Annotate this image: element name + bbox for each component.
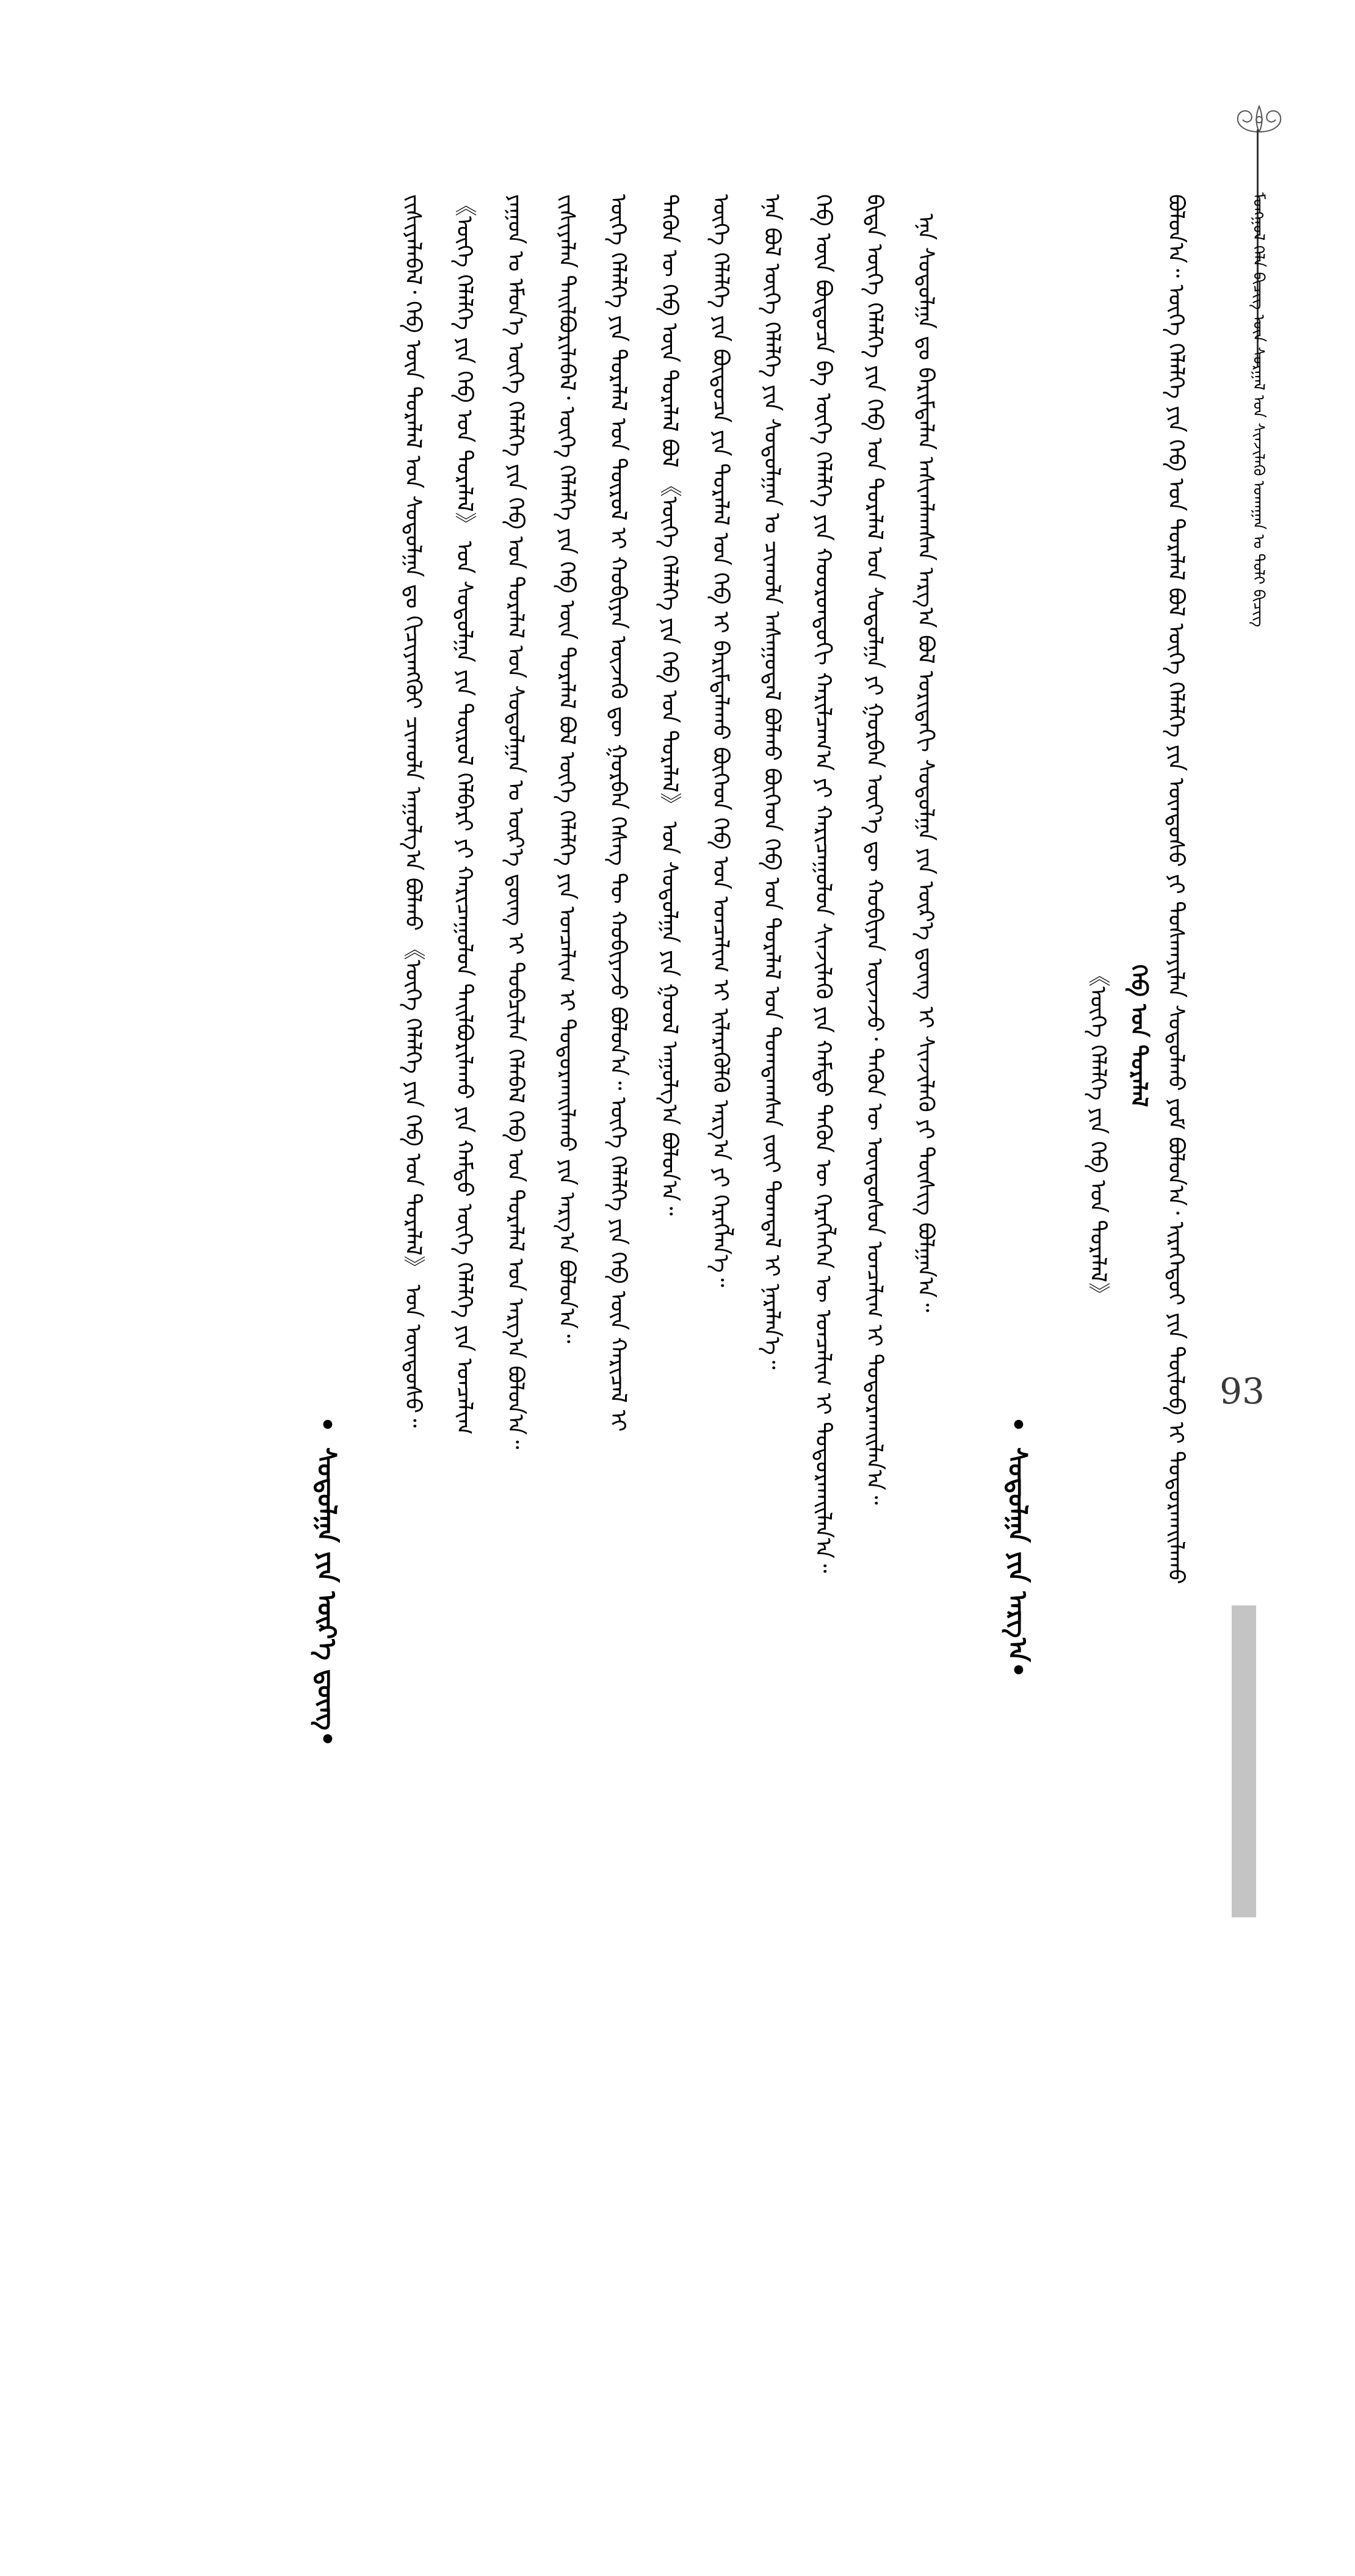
text-line: 《ᠦᠭᠡ ᠬᠡᠯᠡᠯᠭᠡ ᠶᠢᠨ ᠬᠡᠪ ᠤᠨ ᠳᠤᠷᠠᠯᠠᠯ》 bbox=[1085, 964, 1110, 1304]
bullet-dot: • bbox=[312, 1416, 342, 1433]
page-number: 93 bbox=[1220, 1370, 1265, 1412]
running-header: ᠮᠣᠩᠭᠣᠯ ᠬᠡᠯᠡ ᠪᠢᠴᠢᠭ ᠦᠨ ᠰᠤᠷᠭᠠᠯ ᠤᠨ ᠰᠢᠨᠵᠢᠯᠡᠬᠦ ᠤᠬᠠᠭᠠᠨ ᠤ ᠲᠣᠯᠢ ᠪᠢᠴᠢᠭ bbox=[1250, 192, 1268, 628]
text-line: ᠦᠭᠡ ᠬᠡᠯᠡᠯᠭᠡ ᠶᠢᠨ ᠪᠦᠲᠦᠴᠡ ᠶᠢᠨ ᠳᠤᠷᠠᠯᠠᠯ ᠤᠨ ᠬᠡᠪ ᠢ ᠪᠠᠷᠢᠮᠲᠠᠯᠠᠬᠤ ᠪᠥᠭᠡᠳ ᠬᠡᠪ ᠤᠨ ᠣᠨᠴᠠᠯᠢᠭ ᠢ ᠢᠯᠡᠷᠡᠭᠦᠯᠬᠦ ᠠᠷᠭ᠎ᠠ ᠶᠢ ᠬᠡᠷᠡᠭᠯᠡᠨ᠎ᠡ᠃ bbox=[708, 194, 733, 1287]
text-line: ᠡᠨᠡ ᠰᠤᠳᠤᠯᠭᠠ ᠳᠤ ᠪᠠᠷᠢᠮᠲᠠᠯᠠᠨ ᠠᠰᠢᠭᠯᠠᠭᠰᠠᠨ ᠠᠷᠭ᠎ᠠ ᠪᠣᠯ ᠤᠷᠢᠳᠠᠬᠢ ᠰᠤᠳᠤᠯᠭᠠ ᠶᠢᠨ ᠦᠷ᠎ᠡ ᠳ᠋ᠦᠩ ᠢ ᠰᠢᠨᠵᠢᠯᠡᠬᠦ ᠶᠢ ᠲᠦᠰᠢᠭ ᠪᠣᠯᠭᠠᠨ᠎ᠠ᠃ bbox=[913, 214, 938, 1312]
bullet-dot: • bbox=[312, 1730, 342, 1747]
text-line: ᠶᠠᠭᠤᠨ ᠤ ᠡᠮᠦᠨ᠎ᠡ ᠦᠭᠡ ᠬᠡᠯᠡᠯᠭᠡ ᠶᠢᠨ ᠬᠡᠪ ᠤᠨ ᠳᠤᠷᠠᠯᠠᠯ ᠤᠨ ᠰᠤᠳᠤᠯᠭᠠᠨ ᠤ ᠦᠷ᠎ᠡ ᠳ᠋ᠦᠩ ᠢ ᠲᠣᠪᠴᠢᠯᠠᠨ ᠬᠡᠯᠡᠪᠡᠯ ᠬᠡᠪ ᠤᠨ ᠳᠤᠷᠠᠯᠠᠯ ᠤᠨ ᠠᠷᠭ᠎ᠠ ᠪᠣᠯᠤᠨ᠎ᠠ᠃ bbox=[503, 194, 528, 1450]
section-heading bbox=[305, 1416, 348, 1761]
text-line: ᠵᠢᠱᠢᠶᠡᠯᠡᠨ ᠲᠠᠢᠯᠪᠤᠷᠢᠯᠠᠪᠠᠯ᠂ ᠦᠭᠡ ᠬᠡᠯᠡᠯᠭᠡ ᠶᠢᠨ ᠬᠡᠪ ᠦᠨ ᠳᠤᠷᠠᠯᠠᠯ ᠪᠣᠯ ᠦᠭᠡ ᠬᠡᠯᠡᠯᠭᠡ ᠶᠢᠨ ᠣᠨᠴᠠᠯᠢᠭ ᠢ ᠲᠣᠳᠣᠷᠬᠠᠢᠯᠠᠬᠤ ᠶᠢᠨ ᠠᠷᠭ᠎ᠠ ᠪᠣᠯᠤᠨ᠎ᠠ᠃ bbox=[554, 194, 579, 1344]
page-edge-bar bbox=[1232, 1605, 1256, 1917]
text-line: ᠡᠨᠡ ᠪᠣᠯ ᠦᠭᠡ ᠬᠡᠯᠡᠯᠭᠡ ᠶᠢᠨ ᠰᠤᠳᠤᠯᠭᠠᠨ ᠤ ᠴᠢᠬᠤᠯᠠ ᠠᠰᠠᠭᠤᠳᠠᠯ ᠪᠣᠯᠬᠤ ᠪᠥᠭᠡᠳ ᠬᠡᠪ ᠤᠨ ᠳᠤᠷᠠᠯᠠᠯ ᠤᠨ ᠲᠣᠭᠲᠠᠭᠰᠠᠨ ᠵᠦᠢ ᠲᠣᠭᠲᠠᠯ ᠢ ᠨᠡᠷᠡᠯᠡᠨ᠎ᠡ᠃ bbox=[759, 194, 784, 1370]
section-heading-text: ᠰᠤᠳᠤᠯᠭᠠ ᠶᠢᠨ ᠠᠷᠭ᠎ᠠ bbox=[1003, 1447, 1033, 1662]
text-line: 《ᠦᠭᠡ ᠬᠡᠯᠡᠯᠭᠡ ᠶᠢᠨ ᠬᠡᠪ ᠤᠨ ᠳᠤᠷᠠᠯᠠᠯ》 ᠤᠨ ᠰᠤᠳᠤᠯᠭᠠ ᠶᠢᠨ ᠲᠦᠷᠦᠯ ᠬᠡᠯᠪᠡᠷᠢ ᠶᠢ ᠬᠠᠷᠢᠴᠠᠭᠤᠯᠤᠨ ᠲᠠᠢᠯᠪᠤᠷᠢᠯᠠᠬᠤ ᠶᠢᠨ ᠬᠠᠮᠲᠤ ᠦᠭᠡ ᠬᠡᠯᠡᠯᠭᠡ ᠶᠢᠨ ᠣᠨᠴᠠᠯᠢᠭ bbox=[452, 194, 477, 1435]
bullet-dot: • bbox=[1003, 1416, 1033, 1433]
text-line: ᠪᠣᠯᠤᠨ᠎ᠠ᠃ ᠦᠭᠡ ᠬᠡᠯᠡᠯᠭᠡ ᠶᠢᠨ ᠬᠡᠪ ᠤᠨ ᠳᠤᠷᠠᠯᠠᠯ ᠪᠣᠯ ᠦᠭᠡ ᠬᠡᠯᠡᠯᠭᠡ ᠶᠢᠨ ᠦᠨᠳᠦᠰᠦ ᠶᠢ ᠲᠤᠰᠬᠠᠶᠢᠯᠠᠨ ᠰᠤᠳᠤᠯᠬᠤ ᠶᠤᠮ ᠪᠣᠯᠤᠨ᠎ᠠ᠂ ᠢᠷᠡᠭᠡᠳᠦᠢ ᠶᠢᠨ ᠲᠥᠯᠦᠪ ᠢ ᠲᠣᠳᠤᠷᠬᠠᠢᠯᠠᠬᠤ bbox=[1163, 194, 1188, 1585]
text-line: ᠵᠢᠱᠢᠶᠡᠯᠡᠪᠡᠯ᠂ ᠬᠡᠪ ᠦᠨ ᠳᠤᠷᠠᠯᠠᠯ ᠤᠨ ᠰᠤᠳᠤᠯᠭᠠ ᠳᠤ ᠬᠢᠴᠢᠶᠡᠩᠭᠦᠢ ᠴᠢᠬᠤᠯᠠ ᠠᠭᠤᠯᠭ᠎ᠠ ᠪᠣᠯᠬᠤ 《ᠦᠭᠡ ᠬᠡᠯᠡᠯᠭᠡ ᠶᠢᠨ ᠬᠡᠪ ᠤᠨ ᠳᠤᠷᠠᠯᠠᠯ》 ᠤᠨ ᠦᠨᠳᠦᠰᠦ᠃ bbox=[400, 194, 425, 1428]
ornament-icon bbox=[1232, 101, 1287, 133]
bullet-dot: • bbox=[1003, 1662, 1033, 1679]
text-line: ᠪᠢᠳᠡ ᠦᠭᠡ ᠬᠡᠯᠡᠯᠭᠡ ᠶᠢᠨ ᠬᠡᠪ ᠤᠨ ᠳᠤᠷᠠᠯᠠᠯ ᠤᠨ ᠰᠤᠳᠤᠯᠭᠠ ᠶᠢ ᠭᠤᠷᠪᠠᠨ ᠦᠶ᠎ᠡ ᠳᠦ ᠬᠤᠪᠢᠶᠠᠨ ᠦᠵᠡᠵᠦ᠂ ᠲᠡᠭᠦᠨ ᠦ ᠦᠨᠳᠦᠰᠦᠨ ᠣᠨᠴᠠᠯᠢᠭ ᠢ ᠲᠣᠳᠣᠷᠬᠠᠢᠯᠠᠨ᠎ᠠ᠃ bbox=[862, 194, 887, 1505]
section-heading bbox=[996, 1416, 1039, 1693]
text-line-bold: ᠬᠡᠪ ᠤᠨ ᠳᠤᠷᠠᠯᠠᠯ bbox=[1126, 964, 1152, 1107]
text-line: ᠬᠡᠪ ᠦᠨ ᠪᠦᠲᠦᠴᠡ ᠪᠠ ᠦᠭᠡ ᠬᠡᠯᠡᠯᠭᠡ ᠶᠢᠨ ᠬᠣᠣᠷᠣᠨᠳᠤᠬᠢ ᠬᠠᠷᠢᠯᠴᠠᠭ᠎ᠠ ᠶᠢ ᠬᠠᠷᠢᠴᠠᠭᠤᠯᠤᠨ ᠰᠢᠨᠵᠢᠯᠡᠬᠦ ᠶᠢᠨ ᠬᠠᠮᠲᠤ ᠲᠡᠭᠦᠨ ᠦ ᠬᠡᠷᠡᠭᠯᠡᠭᠡᠨ ᠦ ᠣᠨᠴᠠᠯᠢᠭ ᠢ ᠲᠣᠳᠣᠷᠬᠠᠢᠯᠠᠨ᠎ᠠ᠃ bbox=[811, 194, 836, 1573]
section-heading-text: ᠰᠤᠳᠤᠯᠭᠠ ᠶᠢᠨ ᠦᠷ᠎ᠡ ᠳ᠋ᠦᠩ bbox=[312, 1447, 342, 1731]
text-line: ᠲᠡᠭᠦᠨ ᠦ ᠬᠡᠪ ᠦᠨ ᠳᠤᠷᠠᠯᠠᠯ ᠪᠣᠯ 《ᠦᠭᠡ ᠬᠡᠯᠡᠯᠭᠡ ᠶᠢᠨ ᠬᠡᠪ ᠤᠨ ᠳᠤᠷᠠᠯᠠᠯ》 ᠤᠨ ᠰᠤᠳᠤᠯᠭᠠ ᠶᠢᠨ ᠭᠣᠣᠯ ᠠᠭᠤᠯᠭ᠎ᠠ ᠪᠣᠯᠤᠨ᠎ᠠ᠃ bbox=[657, 194, 682, 1216]
text-line: ᠦᠭᠡ ᠬᠡᠯᠡᠯᠭᠡ ᠶᠢᠨ ᠳᠤᠷᠠᠯᠠᠯ ᠤᠨ ᠲᠦᠷᠦᠯ ᠢ ᠬᠤᠪᠢᠶᠠᠨ ᠦᠵᠡᠬᠦ ᠳᠦ ᠭᠤᠷᠪᠠᠨ ᠬᠡᠰᠡᠭ ᠲᠦ ᠬᠤᠪᠢᠶᠠᠵᠤ ᠪᠣᠯᠤᠨ᠎ᠠ᠃ ᠦᠭᠡ ᠬᠡᠯᠡᠯᠭᠡ ᠶᠢᠨ ᠬᠡᠪ ᠦᠨ ᠬᠠᠷᠢᠴᠠᠯ ᠢ bbox=[605, 194, 631, 1432]
